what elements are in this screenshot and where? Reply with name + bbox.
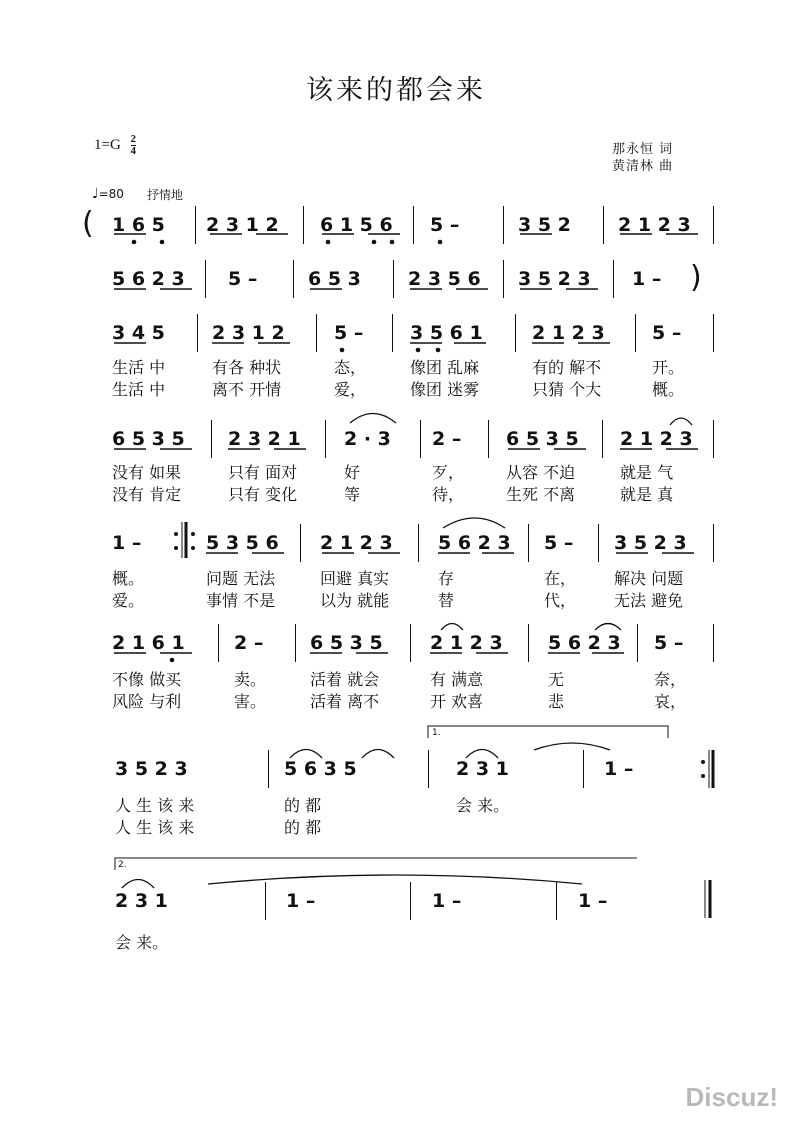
lyric-verse-1: 歹，: [432, 463, 465, 482]
second-ending-label: 2.: [118, 860, 127, 870]
lyric-verse-2: 没有 肯定: [112, 485, 182, 504]
lyric-verse-2: 代，: [544, 591, 577, 610]
lyric-verse-1: 有 满意: [430, 670, 484, 689]
lyric-verse-2: 替: [438, 591, 455, 610]
lyric-verse-1: 不像 做买: [112, 670, 182, 689]
lyric-verse-1: 态，: [334, 358, 367, 377]
measure-notes: 5 6 3 5: [284, 758, 357, 780]
slur: [362, 750, 394, 759]
lyric-verse-1: 的 都: [284, 796, 322, 815]
intro-open-paren: (: [82, 206, 94, 241]
measure-notes: 6 5 3 5: [506, 428, 579, 450]
lyric-verse-2: 概。: [652, 380, 685, 399]
lyric-verse-1: 问题 无法: [206, 569, 276, 588]
slur: [443, 518, 505, 528]
lyric-verse-2: 等: [344, 485, 361, 504]
lyric-verse-2: 活着 离不: [310, 692, 380, 711]
lyric-verse-1: 生活 中: [112, 358, 166, 377]
measure-notes: 6 5 3 5: [310, 632, 383, 654]
lyric-verse-1: 开。: [652, 358, 685, 377]
lyric-verse-2: 以为 就能: [320, 591, 390, 610]
composer-credit: 黄清林 曲: [612, 159, 674, 174]
measure-notes: 2 3 1: [115, 890, 168, 912]
lyric-verse-2: 的 都: [284, 818, 322, 837]
lyric-verse-2: 就是 真: [620, 485, 674, 504]
lyric-verse-2: 人 生 该 来: [115, 818, 195, 837]
lyric-verse-1: 有各 种状: [212, 358, 282, 377]
lyric-verse-2: 待，: [432, 485, 465, 504]
measure-notes: 2 1 2 3: [320, 532, 393, 554]
measure-notes: 2 1 2 3: [618, 214, 691, 236]
measure-notes: 2 · 3: [344, 428, 391, 450]
measure-notes: 1 –: [632, 268, 662, 290]
measure-notes: 3 5 2 3: [614, 532, 687, 554]
measure-notes: 2 3 1: [456, 758, 509, 780]
measure-notes: 3 5 2 3: [518, 268, 591, 290]
slur: [208, 875, 582, 884]
measure-notes: 2 3 5 6: [408, 268, 481, 290]
lyric-verse-1: 人 生 该 来: [115, 796, 195, 815]
repeat-start: [174, 522, 195, 558]
lyric-verse-2: 无法 避免: [614, 591, 684, 610]
measure-notes: 2 1 2 3: [430, 632, 503, 654]
slur: [670, 418, 692, 425]
measure-notes: 2 1 2 3: [620, 428, 693, 450]
lyric-verse-1: 就是 气: [620, 463, 674, 482]
lyric-verse-1: 会 来。: [456, 796, 510, 815]
measure-notes: 1 –: [112, 532, 142, 554]
lyric-verse-2: 爱。: [112, 591, 145, 610]
lyric-verse-1: 从容 不迫: [506, 463, 576, 482]
time-sig-numerator: 2: [130, 133, 137, 145]
lyric-verse-1: 只有 面对: [228, 463, 298, 482]
measure-notes: 3 5 6 1: [410, 322, 483, 344]
lyric-verse-2: 事情 不是: [206, 591, 276, 610]
measure-notes: 5 –: [334, 322, 364, 344]
lyric-verse-2: 离不 开情: [212, 380, 282, 399]
measure-notes: 2 3 1 2: [206, 214, 279, 236]
lyric-verse-1: 无: [548, 670, 565, 689]
intro-close-paren: ): [690, 260, 702, 295]
tempo-value: =80: [98, 187, 124, 201]
lyric-verse-2: 悲: [548, 692, 565, 711]
watermark: Discuz!: [685, 1082, 778, 1112]
lyric-verse-2: 生活 中: [112, 380, 166, 399]
measure-notes: 3 5 2: [518, 214, 571, 236]
final-barline: [705, 880, 710, 918]
measure-notes: 1 –: [578, 890, 608, 912]
time-sig-denominator: 4: [130, 145, 137, 157]
lyric-verse-1: 活着 就会: [310, 670, 380, 689]
lyric-verse-1: 会 来。: [115, 933, 169, 952]
measure-notes: 6 1 5 6: [320, 214, 393, 236]
lyric-verse-2: 风险 与利: [112, 692, 182, 711]
lyric-verse-2: 害。: [234, 692, 267, 711]
measure-notes: 1 6 5: [112, 214, 165, 236]
lyric-verse-1: 像团 乱麻: [410, 358, 480, 377]
measure-notes: 5 –: [228, 268, 258, 290]
lyric-verse-2: 哀，: [654, 692, 687, 711]
measure-notes: 6 5 3 5: [112, 428, 185, 450]
slur: [534, 743, 610, 750]
first-ending-label: 1.: [432, 728, 441, 738]
measure-notes: 5 –: [544, 532, 574, 554]
repeat-end: [701, 750, 713, 788]
lyricist-credit: 那永恒 词: [612, 142, 674, 157]
slur: [441, 624, 463, 631]
quarter-note-icon: ♩: [92, 186, 99, 202]
measure-notes: 5 –: [654, 632, 684, 654]
key-label: 1=G: [94, 136, 121, 153]
slur: [290, 750, 322, 759]
lyric-verse-1: 在，: [544, 569, 577, 588]
lyric-verse-1: 有的 解不: [532, 358, 602, 377]
lyric-verse-1: 解决 问题: [614, 569, 684, 588]
lyric-verse-1: 好: [344, 463, 361, 482]
lyric-verse-1: 卖。: [234, 670, 267, 689]
measure-notes: 3 5 2 3: [115, 758, 188, 780]
measure-notes: 5 –: [430, 214, 460, 236]
slur: [122, 880, 154, 889]
octave-dots: [132, 240, 443, 663]
style-marking: 抒情地: [147, 188, 184, 202]
slur: [350, 414, 396, 424]
measure-notes: 5 3 5 6: [206, 532, 279, 554]
lyric-verse-2: 只猜 个大: [532, 380, 602, 399]
measure-notes: 2 –: [234, 632, 264, 654]
volta-bracket-1: [428, 726, 668, 738]
measure-notes: 3 4 5: [112, 322, 165, 344]
measure-notes: 2 –: [432, 428, 462, 450]
measure-notes: 6 5 3: [308, 268, 361, 290]
measure-notes: 1 –: [286, 890, 316, 912]
measure-notes: 2 1 2 3: [532, 322, 605, 344]
measure-notes: 1 –: [432, 890, 462, 912]
lyric-verse-2: 像团 迷雾: [410, 380, 480, 399]
lyric-verse-1: 没有 如果: [112, 463, 182, 482]
lyric-verse-2: 开 欢喜: [430, 692, 484, 711]
rhythm-beams: [114, 234, 698, 653]
measure-notes: 5 6 2 3: [438, 532, 511, 554]
lyric-verse-2: 生死 不离: [506, 485, 576, 504]
volta-bracket-2: [115, 858, 637, 870]
lyric-verse-1: 存: [438, 569, 455, 588]
song-title: 该来的都会来: [306, 75, 486, 106]
lyric-verse-2: 爱，: [334, 380, 367, 399]
lyric-verse-1: 概。: [112, 569, 145, 588]
measure-notes: 1 –: [604, 758, 634, 780]
lyric-verse-1: 奈，: [654, 670, 687, 689]
measure-notes: 5 –: [652, 322, 682, 344]
measure-notes: 2 3 1 2: [212, 322, 285, 344]
measure-notes: 2 3 2 1: [228, 428, 301, 450]
lyric-verse-2: 只有 变化: [228, 485, 298, 504]
measure-notes: 5 6 2 3: [112, 268, 185, 290]
lyric-verse-1: 回避 真实: [320, 569, 390, 588]
measure-notes: 5 6 2 3: [548, 632, 621, 654]
slur: [595, 624, 621, 631]
slur: [466, 750, 498, 759]
measure-notes: 2 1 6 1: [112, 632, 185, 654]
